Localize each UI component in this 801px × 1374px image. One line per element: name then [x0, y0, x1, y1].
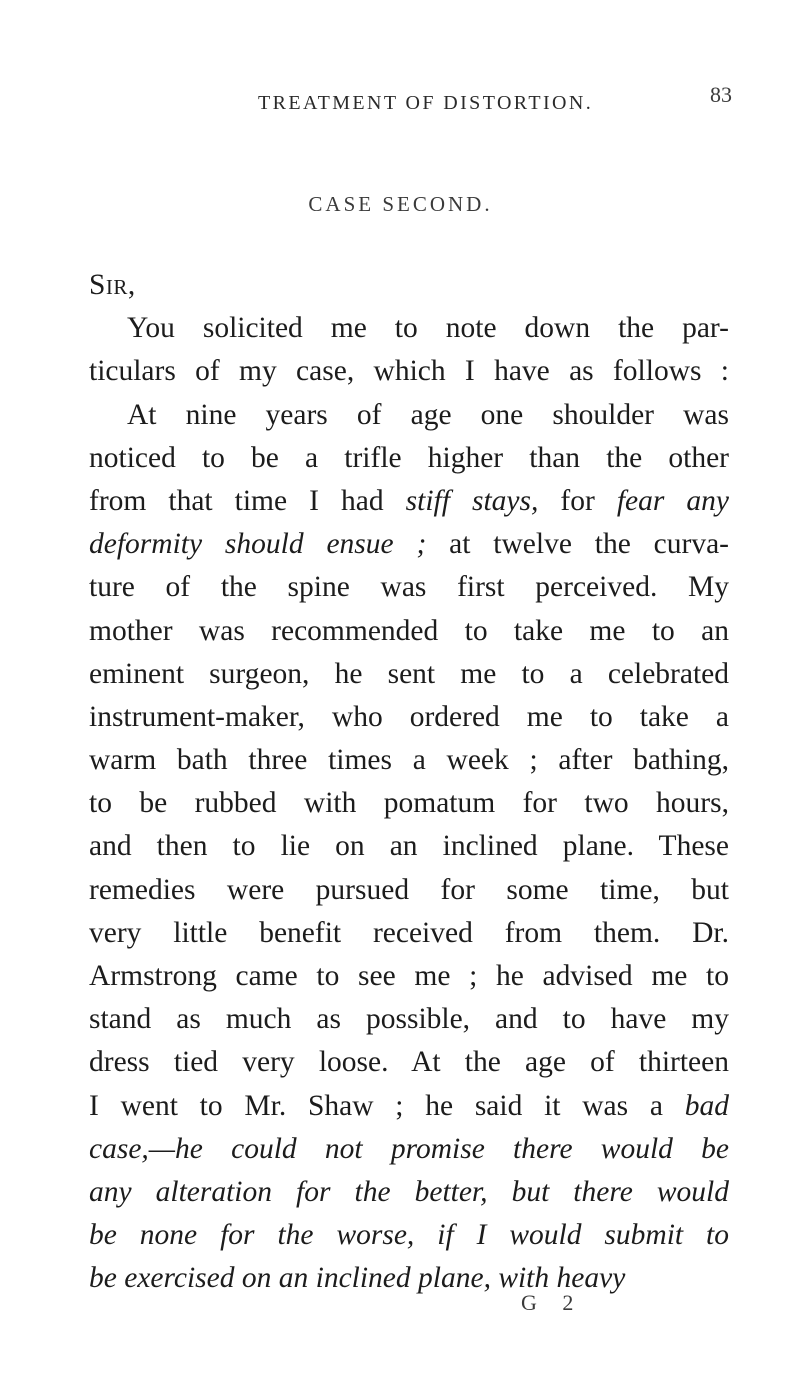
text-segment: dress tied very loose. At the age of thirteen: [89, 1046, 729, 1079]
text-segment: You solicited me to note down the par-: [127, 312, 729, 345]
text-segment: remedies were pursued for some time, but: [89, 873, 729, 906]
text-line: [89, 437, 729, 480]
text-segment: ticulars of my case, which I have as follows :: [89, 355, 729, 388]
text-line: [89, 1171, 729, 1214]
text-segment: for: [538, 484, 617, 517]
text-line: [89, 998, 729, 1041]
text-line: [89, 869, 729, 912]
text-segment: eminent surgeon, he sent me to a celebrated: [89, 657, 729, 690]
text-line: [89, 825, 729, 868]
text-line: [89, 394, 729, 437]
text-segment: instrument-maker, who ordered me to take a: [89, 700, 729, 733]
letter-body: [89, 264, 729, 1301]
text-line: [89, 523, 729, 566]
italic-text: any alteration for the better, but there would: [89, 1175, 729, 1208]
text-segment: I went to Mr. Shaw ; he said it was a: [89, 1089, 685, 1122]
text-line: [89, 1214, 729, 1257]
italic-text: be none for the worse, if I would submit to: [89, 1219, 729, 1252]
text-line: [89, 610, 729, 653]
text-segment: noticed to be a trifle higher than the other: [89, 441, 729, 474]
text-line: [89, 653, 729, 696]
case-heading: CASE SECOND.: [308, 192, 493, 216]
text-segment: to be rubbed with pomatum for two hours,: [89, 787, 729, 820]
text-line: [89, 1128, 729, 1171]
text-line: [89, 739, 729, 782]
italic-text: fear any: [616, 484, 729, 517]
italic-text: be exercised on an inclined plane, with heavy: [89, 1262, 626, 1295]
text-line: [89, 350, 729, 393]
italic-text: deformity should ensue ;: [89, 528, 427, 561]
running-head: [0, 82, 801, 122]
text-line: [89, 912, 729, 955]
text-line: [89, 566, 729, 609]
text-segment: Armstrong came to see me ; he advised me to: [89, 960, 729, 992]
running-title: TREATMENT OF DISTORTION.: [258, 92, 594, 114]
page-number: 83: [710, 82, 732, 107]
text-line: [89, 1041, 729, 1084]
text-line: [89, 1085, 729, 1128]
text-line: [89, 1257, 729, 1300]
italic-text: case,—he could not promise there would be: [89, 1132, 729, 1165]
text-segment: and then to lie on an inclined plane. These: [89, 830, 729, 863]
text-segment: from that time I had: [89, 484, 406, 517]
text-line: [89, 696, 729, 739]
text-line: [89, 782, 729, 825]
salutation: Sir,: [89, 269, 136, 301]
text-segment: At nine years of age one shoulder was: [127, 398, 729, 431]
text-line: [89, 955, 729, 998]
text-line: [89, 307, 729, 350]
signature-mark: G 2: [521, 1290, 584, 1315]
text-segment: warm bath three times a week ; after bathing,: [89, 744, 729, 777]
text-segment: ture of the spine was first perceived. My: [89, 571, 729, 604]
italic-text: stiff stays,: [405, 484, 539, 517]
italic-text: bad: [684, 1089, 729, 1122]
text-segment: at twelve the curva-: [426, 528, 730, 561]
text-segment: very little benefit received from them. Dr.: [89, 916, 729, 949]
text-line: [89, 480, 729, 523]
text-segment: stand as much as possible, and to have my: [89, 1003, 729, 1036]
text-segment: mother was recommended to take me to an: [89, 614, 729, 647]
